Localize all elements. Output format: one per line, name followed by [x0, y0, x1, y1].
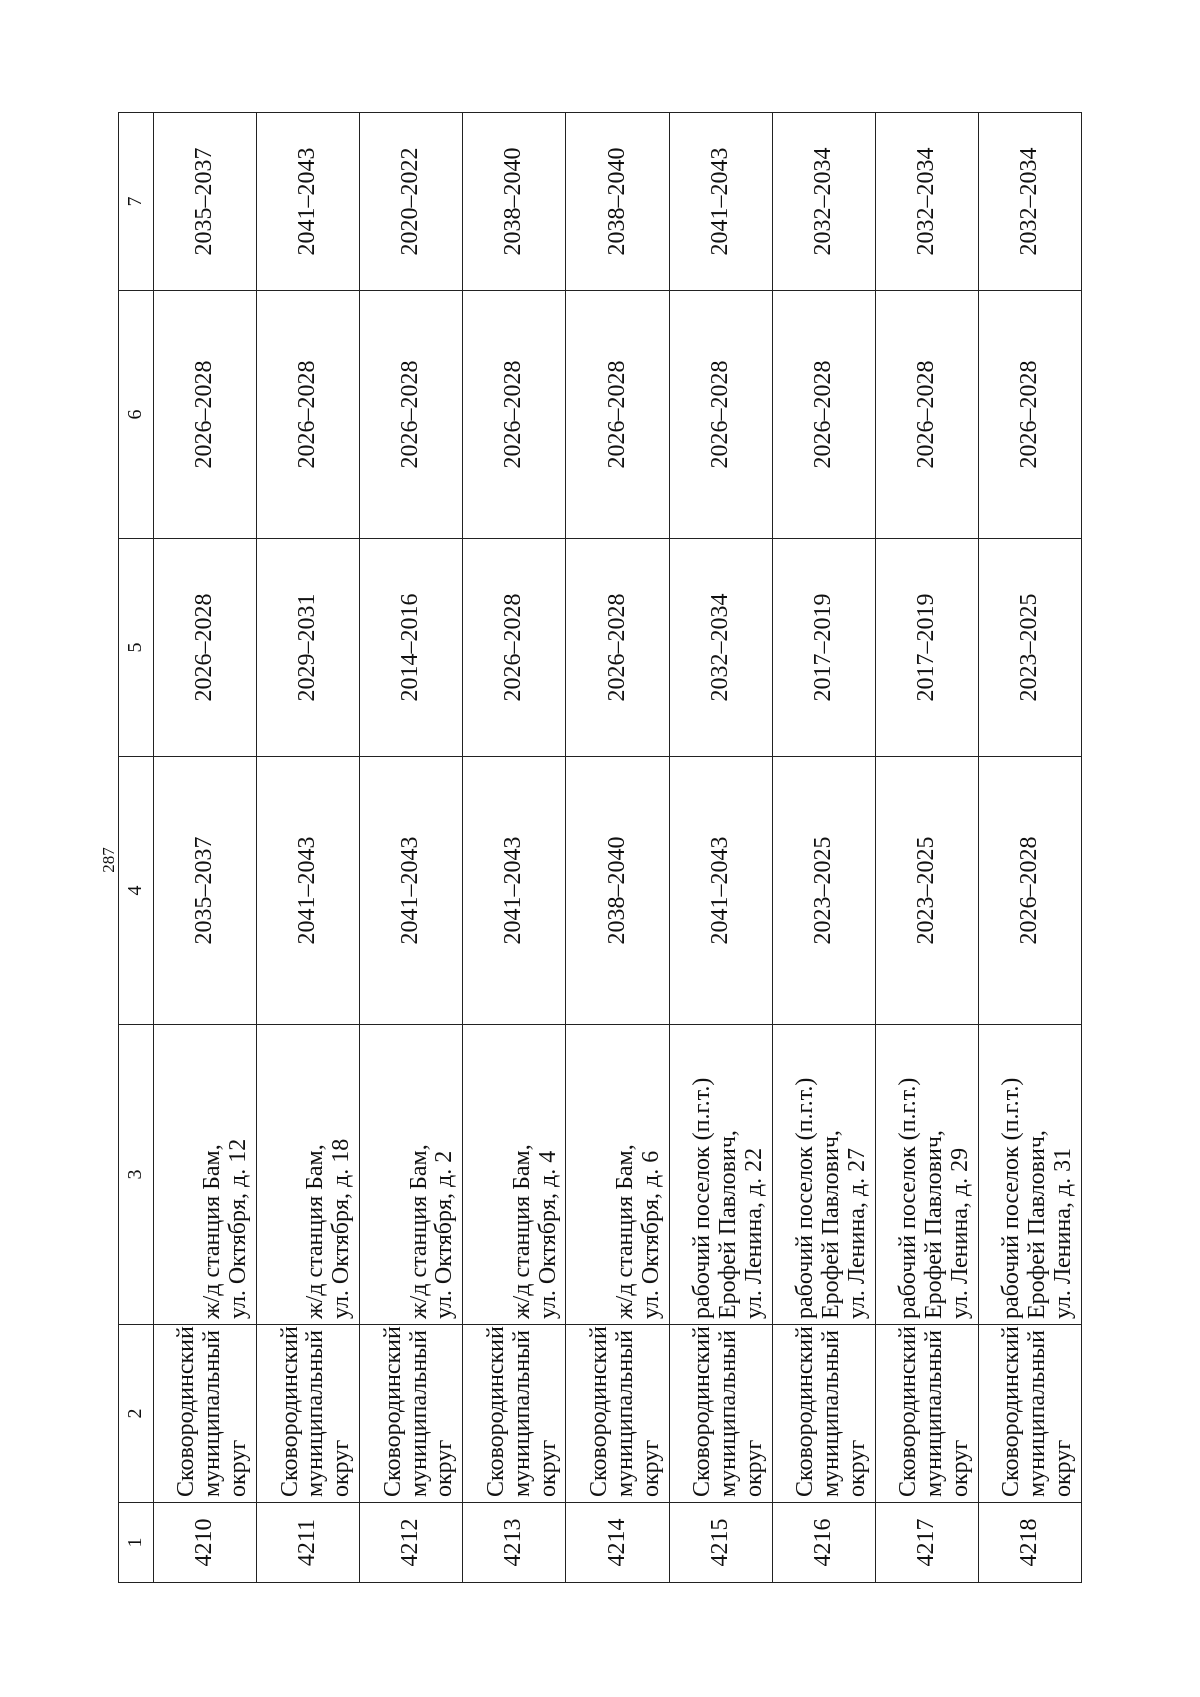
district-line: Сковородинский — [688, 1326, 715, 1497]
period-cell-c4: 2035–2037 — [154, 757, 257, 1025]
district-line: муниципальный — [817, 1329, 844, 1497]
table-row — [257, 113, 360, 1583]
district-line: округ — [740, 1439, 767, 1497]
row-number-cell: 4214 — [566, 1503, 669, 1583]
district-line: Сковородинский — [482, 1326, 509, 1497]
row-number-cell: 4218 — [978, 1503, 1081, 1583]
period-cell-c5: 2017–2019 — [875, 539, 978, 757]
header-cell: 7 — [119, 113, 154, 291]
district-line: Сковородинский — [792, 1326, 819, 1497]
address-line: ул. Октября, д. 18 — [328, 1138, 355, 1319]
district-line: Сковородинский — [895, 1326, 922, 1497]
header-cell: 1 — [119, 1503, 154, 1583]
district-line: Сковородинский — [276, 1326, 303, 1497]
address-line: Ерофей Павлович, — [1024, 1130, 1051, 1319]
table-row — [978, 113, 1081, 1583]
district-line: округ — [431, 1439, 458, 1497]
address-cell — [463, 1025, 566, 1325]
district-cell — [257, 1325, 360, 1503]
district-cell — [772, 1325, 875, 1503]
address-line: ул. Ленина, д. 29 — [946, 1147, 973, 1319]
district-line: Сковородинский — [173, 1326, 200, 1497]
row-number-cell: 4213 — [463, 1503, 566, 1583]
period-cell-c6: 2026–2028 — [566, 291, 669, 539]
district-cell — [978, 1325, 1081, 1503]
address-line: Ерофей Павлович, — [817, 1130, 844, 1319]
district-line: муниципальный — [405, 1329, 432, 1497]
period-cell-c5: 2023–2025 — [978, 539, 1081, 757]
address-line: ж/д станция Бам, — [199, 1144, 226, 1319]
address-line: рабочий поселок (п.г.т.) — [792, 1077, 819, 1319]
address-line: ж/д станция Бам, — [611, 1144, 638, 1319]
header-cell: 3 — [119, 1025, 154, 1325]
period-cell-c6: 2026–2028 — [257, 291, 360, 539]
table-row — [463, 113, 566, 1583]
period-cell-c7: 2038–2040 — [566, 113, 669, 291]
table-container — [118, 113, 1082, 1583]
header-row — [119, 113, 154, 1583]
address-line: ул. Ленина, д. 27 — [843, 1147, 870, 1319]
period-cell-c5: 2032–2034 — [669, 539, 772, 757]
address-line: ул. Ленина, д. 31 — [1050, 1147, 1077, 1319]
district-line: округ — [225, 1439, 252, 1497]
district-cell — [669, 1325, 772, 1503]
address-cell — [566, 1025, 669, 1325]
header-cell: 2 — [119, 1325, 154, 1503]
row-number-cell: 4212 — [360, 1503, 463, 1583]
row-number-cell: 4210 — [154, 1503, 257, 1583]
address-line: ж/д станция Бам, — [508, 1144, 535, 1319]
district-line: муниципальный — [302, 1329, 329, 1497]
period-cell-c4: 2026–2028 — [978, 757, 1081, 1025]
table-row — [669, 113, 772, 1583]
period-cell-c5: 2026–2028 — [154, 539, 257, 757]
address-cell — [978, 1025, 1081, 1325]
district-line: округ — [637, 1439, 664, 1497]
period-cell-c4: 2023–2025 — [772, 757, 875, 1025]
district-line: муниципальный — [199, 1329, 226, 1497]
table-row — [772, 113, 875, 1583]
address-line: рабочий поселок (п.г.т.) — [688, 1077, 715, 1319]
address-line: Ерофей Павлович, — [921, 1130, 948, 1319]
period-cell-c6: 2026–2028 — [360, 291, 463, 539]
period-cell-c5: 2029–2031 — [257, 539, 360, 757]
table-row — [875, 113, 978, 1583]
period-cell-c5: 2026–2028 — [566, 539, 669, 757]
address-line: Ерофей Павлович, — [714, 1130, 741, 1319]
address-line: ул. Октября, д. 6 — [637, 1150, 664, 1319]
period-cell-c4: 2041–2043 — [669, 757, 772, 1025]
period-cell-c7: 2032–2034 — [875, 113, 978, 291]
period-cell-c6: 2026–2028 — [154, 291, 257, 539]
address-line: ж/д станция Бам, — [302, 1144, 329, 1319]
address-line: ул. Ленина, д. 22 — [740, 1147, 767, 1319]
district-line: округ — [328, 1439, 355, 1497]
period-cell-c5: 2014–2016 — [360, 539, 463, 757]
address-cell — [257, 1025, 360, 1325]
address-cell — [154, 1025, 257, 1325]
address-line: ж/д станция Бам, — [405, 1144, 432, 1319]
period-cell-c7: 2035–2037 — [154, 113, 257, 291]
period-cell-c7: 2020–2022 — [360, 113, 463, 291]
district-line: Сковородинский — [379, 1326, 406, 1497]
address-line: рабочий поселок (п.г.т.) — [998, 1077, 1025, 1319]
table-row — [360, 113, 463, 1583]
row-number-cell: 4215 — [669, 1503, 772, 1583]
address-cell — [772, 1025, 875, 1325]
district-line: муниципальный — [508, 1329, 535, 1497]
district-line: округ — [946, 1439, 973, 1497]
district-line: Сковородинский — [585, 1326, 612, 1497]
header-cell: 5 — [119, 539, 154, 757]
district-line: округ — [843, 1439, 870, 1497]
address-line: ул. Октября, д. 2 — [431, 1150, 458, 1319]
address-cell — [669, 1025, 772, 1325]
period-cell-c7: 2032–2034 — [772, 113, 875, 291]
period-cell-c7: 2032–2034 — [978, 113, 1081, 291]
table-row — [154, 113, 257, 1583]
period-cell-c7: 2041–2043 — [257, 113, 360, 291]
district-cell — [875, 1325, 978, 1503]
address-line: рабочий поселок (п.г.т.) — [895, 1077, 922, 1319]
district-line: муниципальный — [921, 1329, 948, 1497]
period-cell-c4: 2038–2040 — [566, 757, 669, 1025]
page-number: 287 — [98, 847, 118, 873]
address-line: ул. Октября, д. 4 — [534, 1150, 561, 1319]
period-cell-c5: 2017–2019 — [772, 539, 875, 757]
period-cell-c4: 2041–2043 — [360, 757, 463, 1025]
district-cell — [566, 1325, 669, 1503]
row-number-cell: 4216 — [772, 1503, 875, 1583]
table-row — [566, 113, 669, 1583]
period-cell-c4: 2041–2043 — [257, 757, 360, 1025]
district-line: муниципальный — [714, 1329, 741, 1497]
period-cell-c6: 2026–2028 — [669, 291, 772, 539]
period-cell-c5: 2026–2028 — [463, 539, 566, 757]
period-cell-c7: 2038–2040 — [463, 113, 566, 291]
header-cell: 6 — [119, 291, 154, 539]
district-cell — [360, 1325, 463, 1503]
address-cell — [875, 1025, 978, 1325]
district-line: округ — [534, 1439, 561, 1497]
period-cell-c6: 2026–2028 — [772, 291, 875, 539]
district-cell — [154, 1325, 257, 1503]
period-cell-c6: 2026–2028 — [463, 291, 566, 539]
row-number-cell: 4211 — [257, 1503, 360, 1583]
district-cell — [463, 1325, 566, 1503]
period-cell-c6: 2026–2028 — [978, 291, 1081, 539]
district-line: Сковородинский — [998, 1326, 1025, 1497]
address-cell — [360, 1025, 463, 1325]
period-cell-c4: 2023–2025 — [875, 757, 978, 1025]
period-cell-c7: 2041–2043 — [669, 113, 772, 291]
district-line: муниципальный — [1024, 1329, 1051, 1497]
district-line: муниципальный — [611, 1329, 638, 1497]
period-cell-c4: 2041–2043 — [463, 757, 566, 1025]
district-line: округ — [1050, 1439, 1077, 1497]
address-line: ул. Октября, д. 12 — [225, 1138, 252, 1319]
header-cell: 4 — [119, 757, 154, 1025]
schedule-table — [118, 112, 1082, 1583]
period-cell-c6: 2026–2028 — [875, 291, 978, 539]
row-number-cell: 4217 — [875, 1503, 978, 1583]
